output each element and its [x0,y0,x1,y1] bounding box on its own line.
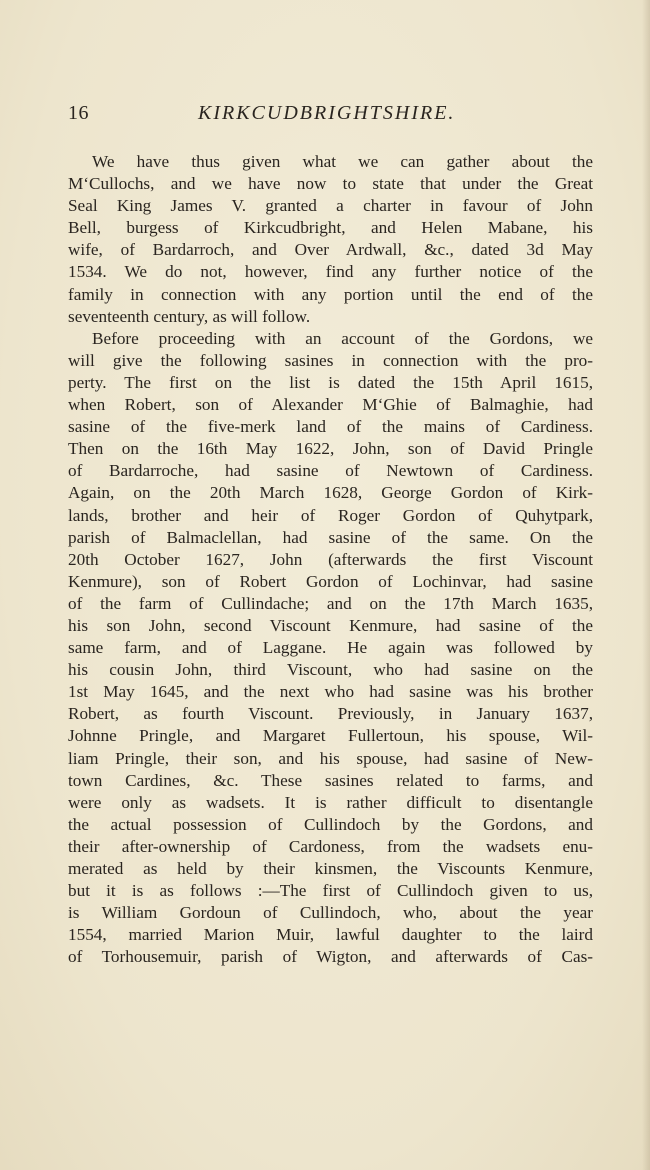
text-line: will give the following sasines in connection with the pro- [68,350,593,370]
text-line: lands, brother and heir of Roger Gordon of Quhytpark, [68,505,593,525]
text-line: 1534. We do not, however, find any further notice of the [68,262,593,282]
text-line: Johnne Pringle, and Margaret Fullertoun, his spouse, Wil- [68,726,593,746]
text-line: Again, on the 20th March 1628, George Gordon of Kirk- [68,483,593,503]
text-line: Before proceeding with an account of the Gordons, we [92,328,593,348]
text-line: his cousin John, third Viscount, who had sasine on the [68,660,593,680]
text-line: sasine of the five-merk land of the mains of Cardiness. [68,417,593,437]
text-line: liam Pringle, their son, and his spouse, had sasine of New- [68,748,593,768]
text-line: wife, of Bardarroch, and Over Ardwall, &c., dated 3d May [68,240,593,260]
page-edge-shadow [642,0,650,1170]
text-line: is William Gordoun of Cullindoch, who, about the year [68,903,593,923]
text-line: 1st May 1645, and the next who had sasine was his brother [68,682,593,702]
text-line: the actual possession of Cullindoch by the Gordons, and [68,814,593,834]
running-head: KIRKCUDBRIGHTSHIRE. [198,102,456,124]
body-text [68,151,593,968]
text-line: family in connection with any portion until the end of the [68,284,593,304]
text-line: were only as wadsets. It is rather difficult to disentangle [68,792,593,812]
text-line: 20th October 1627, John (afterwards the first Viscount [68,549,593,569]
text-line: seventeenth century, as will follow. [68,306,311,326]
text-line: but it is as follows :—The first of Cullindoch given to us, [68,881,593,901]
page-number: 16 [68,102,89,124]
text-line: merated as held by their kinsmen, the Viscounts Kenmure, [68,859,593,878]
text-line: Robert, as fourth Viscount. Previously, in January 1637, [68,704,593,724]
text-line: town Cardines, &c. These sasines related to farms, and [68,770,593,790]
text-line: of the farm of Cullindache; and on the 17th March 1635, [68,593,593,613]
text-line: his son John, second Viscount Kenmure, had sasine of the [68,615,593,635]
text-line: same farm, and of Laggane. He again was followed by [68,638,593,658]
text-line: Kenmure), son of Robert Gordon of Lochinvar, had sasine [68,571,593,591]
text-line: perty. The first on the list is dated the 15th April 1615, [68,372,593,392]
text-line: Then on the 16th May 1622, John, son of David Pringle [68,439,593,459]
text-line: their after-ownership of Cardoness, from the wadsets enu- [68,836,593,856]
text-line: We have thus given what we can gather about the [92,152,593,171]
text-line: of Bardarroche, had sasine of Newtown of Cardiness. [68,461,593,481]
text-line: Bell, burgess of Kirkcudbright, and Helen Mabane, his [68,218,593,238]
text-line: of Torhousemuir, parish of Wigton, and afterwards of Cas- [68,947,593,967]
text-line: when Robert, son of Alexander M‘Ghie of Balmaghie, had [68,395,593,415]
text-line: M‘Cullochs, and we have now to state that under the Great [68,174,593,194]
text-line: 1554, married Marion Muir, lawful daughter to the laird [68,925,593,945]
text-line: Seal King James V. granted a charter in favour of John [68,196,593,216]
page-header [68,102,598,132]
text-line: parish of Balmaclellan, had sasine of the same. On the [68,527,593,547]
